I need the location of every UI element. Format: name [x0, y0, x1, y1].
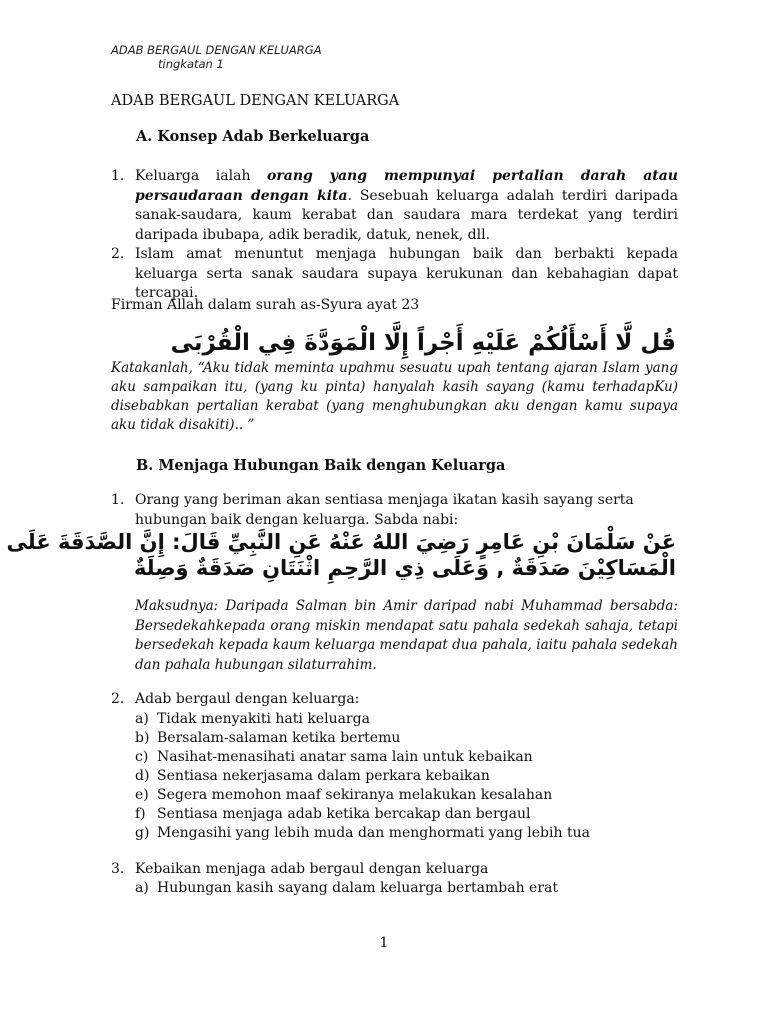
item-number: 2. — [111, 246, 125, 262]
sublist-item — [135, 710, 590, 729]
sublist-item — [135, 748, 590, 767]
sublist-text: Tidak menyakiti hati keluarga — [157, 711, 370, 727]
item-text: Orang yang beriman akan sentiasa menjaga ikatan kasih sayang serta hubungan baik dengan keluarga. Sabda nabi: — [135, 492, 634, 528]
list-item — [111, 860, 678, 880]
header-subtitle: tingkatan 1 — [158, 57, 224, 71]
verse-translation: Katakanlah, “Aku tidak meminta upahmu sesuatu upah tentang ajaran Islam yang aku sampaikan itu, (yang ku pinta) hanyalah kasih sayang (kamu terhadapKu) disebabkan pertalian kerabat (yang menghubungkan aku dengan kamu supaya aku tidak disakiti).. ” — [111, 360, 678, 433]
section-b-item-3 — [111, 860, 678, 880]
sublist-text: Sentiasa nekerjasama dalam perkara kebaikan — [157, 768, 490, 784]
sublist-letter: e) — [135, 787, 149, 803]
item-text: Kebaikan menjaga adab bergaul dengan keluarga — [135, 861, 489, 877]
item-number: 1. — [111, 492, 125, 508]
adab-sublist — [135, 710, 590, 843]
list-item — [111, 167, 678, 245]
sublist-letter: b) — [135, 730, 150, 746]
sublist-text: Bersalam-salaman ketika bertemu — [157, 730, 401, 746]
kebaikan-sublist — [135, 879, 558, 898]
item-text — [135, 167, 678, 245]
list-item — [111, 491, 678, 530]
header-title: ADAB BERGAUL DENGAN KELUARGA — [111, 43, 322, 57]
sublist-text: Mengasihi yang lebih muda dan menghormati yang lebih tua — [157, 825, 590, 841]
sublist-letter: a) — [135, 880, 149, 896]
list-item — [111, 690, 678, 710]
section-b-item-2 — [111, 690, 678, 710]
sublist-letter: c) — [135, 749, 149, 765]
sublist-letter: a) — [135, 711, 149, 727]
page-number: 1 — [379, 935, 389, 951]
arabic-hadith-line-1: عَنْ سَلْمَانَ بْنِ عَامِرٍ رَضِيَ اللهُ عَنْهُ عَنِ النَّبِيِّ قَالَ: إِنَّ الصَّدَقَةَ عَلَى — [6, 530, 676, 554]
section-b-item-1 — [111, 491, 678, 530]
item-number: 1. — [111, 168, 125, 184]
sublist-letter: f) — [135, 806, 146, 822]
section-a-list — [111, 167, 678, 304]
item-number: 3. — [111, 861, 125, 877]
item-text-pre: Keluarga ialah — [135, 168, 268, 184]
hadith-meaning: Maksudnya: Daripada Salman bin Amir daripad nabi Muhammad bersabda: Bersedekahkepada orang miskin mendapat satu pahala sedekah sahaja, tetapi bersedekah kepada kaum keluarga mendapat dua pahala, iaitu pahala sedekah dan pahala hubungan silaturrahim. — [135, 598, 678, 673]
firman-label: Firman Allah dalam surah as-Syura ayat 23 — [111, 297, 420, 313]
sublist-text: Hubungan kasih sayang dalam keluarga bertambah erat — [157, 880, 559, 896]
document-title: ADAB BERGAUL DENGAN KELUARGA — [111, 93, 400, 109]
sublist-text: Sentiasa menjaga adab ketika bercakap dan bergaul — [157, 806, 531, 822]
page-header — [111, 43, 322, 71]
sublist-item — [135, 879, 558, 898]
sublist-letter: g) — [135, 825, 150, 841]
sublist-item — [135, 729, 590, 748]
section-b-heading: B. Menjaga Hubungan Baik dengan Keluarga — [136, 457, 506, 474]
item-text: Islam amat menuntut menjaga hubungan baik dan berbakti kepada keluarga serta sanak saudara supaya kerukunan dan kebahagian dapat tercapai. — [135, 246, 678, 301]
item-text-emphasis: orang yang mempunyai pertalian darah atau persaudaraan dengan kita — [135, 168, 678, 204]
item-number: 2. — [111, 691, 125, 707]
sublist-item — [135, 786, 590, 805]
item-text: Adab bergaul dengan keluarga: — [135, 691, 360, 707]
sublist-item — [135, 805, 590, 824]
arabic-hadith-line-2: الْمَسَاكِيْنَ صَدَقَةٌ , وَعَلَى ذِي الرَّحِمِ اثْنَتَانِ صَدَقَةٌ وَصِلَةٌ — [133, 556, 676, 580]
sublist-text: Segera memohon maaf sekiranya melakukan kesalahan — [157, 787, 553, 803]
arabic-verse: قُل لَّا أَسْأَلُكُمْ عَلَيْهِ أَجْراً إِلَّا الْمَوَدَّةَ فِي الْقُرْبَى — [170, 330, 676, 356]
sublist-text: Nasihat-menasihati anatar sama lain untuk kebaikan — [157, 749, 533, 765]
item-text-post: . Sesebuah keluarga adalah terdiri daripada sanak-saudara, kaum kerabat dan saudara mara terdekat yang terdiri daripada ibubapa, adik beradik, datuk, nenek, dll. — [135, 187, 679, 243]
section-a-heading: A. Konsep Adab Berkeluarga — [136, 128, 370, 145]
sublist-item — [135, 767, 590, 786]
sublist-letter: d) — [135, 768, 150, 784]
list-item — [111, 245, 678, 304]
sublist-item — [135, 824, 590, 843]
